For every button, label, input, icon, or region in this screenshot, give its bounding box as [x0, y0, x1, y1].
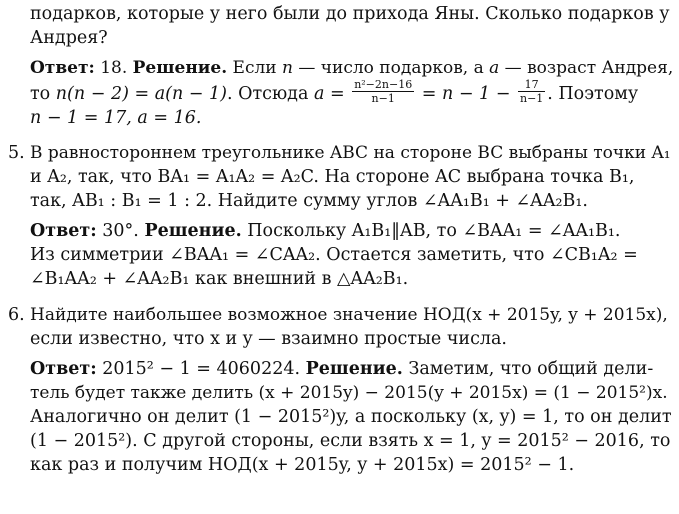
- answer-value: 2015² − 1 = 4060224.: [102, 359, 301, 379]
- problem6-answer-line2: [30, 381, 668, 405]
- prev-problem-line2: [30, 26, 108, 50]
- text: Найдите наибольшее возможное значение НОД(x + 2015y, y + 2015x),: [30, 305, 668, 325]
- problem6-answer-line4: [30, 429, 670, 453]
- var-a: a: [313, 84, 325, 104]
- text: ∠B₁AA₂ + ∠AA₂B₁ как внешний в △AA₂B₁.: [30, 269, 409, 289]
- solution-label: Решение.: [144, 221, 242, 241]
- problem5-line3: [30, 189, 588, 213]
- text: тель будет также делить (x + 2015y) − 2015(y + 2015x) = (1 − 2015²)x.: [30, 383, 668, 403]
- text: — возраст Андрея,: [499, 58, 674, 78]
- problem5-answer-line3: [30, 267, 408, 291]
- var-n: n: [282, 58, 293, 78]
- answer-label: Ответ:: [30, 359, 97, 379]
- prev-answer-line3: [30, 106, 201, 130]
- prev-answer-line1: [30, 56, 673, 80]
- text: Если: [232, 58, 282, 78]
- solution-label: Решение.: [305, 359, 403, 379]
- text: Поскольку A₁B₁‖AB, то ∠BAA₁ = ∠AA₁B₁.: [247, 221, 621, 241]
- prev-answer-line2: то n(n − 2) = a(n − 1). Отсюда a = $\frac{\text{n²−2n−16}}{n-1}$ = n − 1 − $\frac{17}{n-1}$ . Поэтому: [30, 78, 639, 105]
- text: и A₂, так, что BA₁ = A₁A₂ = A₂C. На стороне AC выбрана точка B₁,: [30, 167, 635, 187]
- text: как раз и получим НОД(x + 2015y, y + 2015x) = 2015² − 1.: [30, 455, 575, 475]
- text: . Поэтому: [547, 84, 639, 104]
- problem6-answer-line5: [30, 453, 574, 477]
- problem5-line2: [30, 165, 634, 189]
- equation: n(n − 2) = a(n − 1): [55, 84, 227, 104]
- text: если известно, что x и y — взаимно простые числа.: [30, 329, 507, 349]
- problem6-line1: [30, 303, 668, 327]
- problem-number: 5.: [8, 143, 25, 163]
- text: В равностороннем треугольнике ABC на стороне BC выбраны точки A₁: [30, 143, 671, 163]
- fraction-numerator: n²−2n−16: [354, 78, 413, 91]
- problem5-answer-line1: [30, 219, 620, 243]
- answer-label: Ответ:: [30, 221, 97, 241]
- prev-problem-line1: [30, 2, 670, 26]
- text: — число подарков, а: [292, 58, 490, 78]
- text: Заметим, что общий дели-: [408, 359, 654, 379]
- text: так, AB₁ : B₁ = 1 : 2. Найдите сумму углов ∠AA₁B₁ + ∠AA₂B₁.: [30, 191, 588, 211]
- answer-label: Ответ:: [30, 58, 95, 78]
- var-a: a: [489, 58, 500, 78]
- solution-label: Решение.: [132, 58, 228, 78]
- problem5-line1: [30, 141, 671, 165]
- problem6-answer-line1: [30, 357, 653, 381]
- problem-number: 6.: [8, 305, 25, 325]
- text: Из симметрии ∠BAA₁ = ∠CAA₂. Остается заметить, что ∠CB₁A₂ =: [30, 245, 638, 265]
- text: Андрея?: [30, 28, 108, 48]
- text: Аналогично он делит (1 − 2015²)y, а поскольку (x, y) = 1, то он делит: [30, 407, 672, 427]
- equation: = n − 1 −: [416, 84, 516, 104]
- fraction-denominator: n−1: [371, 92, 395, 105]
- answer-value: 30°.: [102, 221, 139, 241]
- text: подарков, которые у него были до прихода Яны. Сколько подарков у: [30, 4, 670, 24]
- problem6-answer-line3: [30, 405, 672, 429]
- equation: n − 1 = 17, a = 16.: [30, 108, 202, 128]
- text: то: [30, 84, 56, 104]
- problem5-answer-line2: [30, 243, 638, 267]
- text: (1 − 2015²). С другой стороны, если взять x = 1, y = 2015² − 2016, то: [30, 431, 671, 451]
- text: . Отсюда: [226, 84, 314, 104]
- answer-value: 18.: [100, 58, 128, 78]
- problem6-line2: [30, 327, 507, 351]
- fraction-numerator: 17: [518, 79, 545, 92]
- fraction-denominator: n−1: [519, 92, 544, 105]
- fraction-2: [518, 79, 545, 104]
- fraction-1: [352, 79, 414, 104]
